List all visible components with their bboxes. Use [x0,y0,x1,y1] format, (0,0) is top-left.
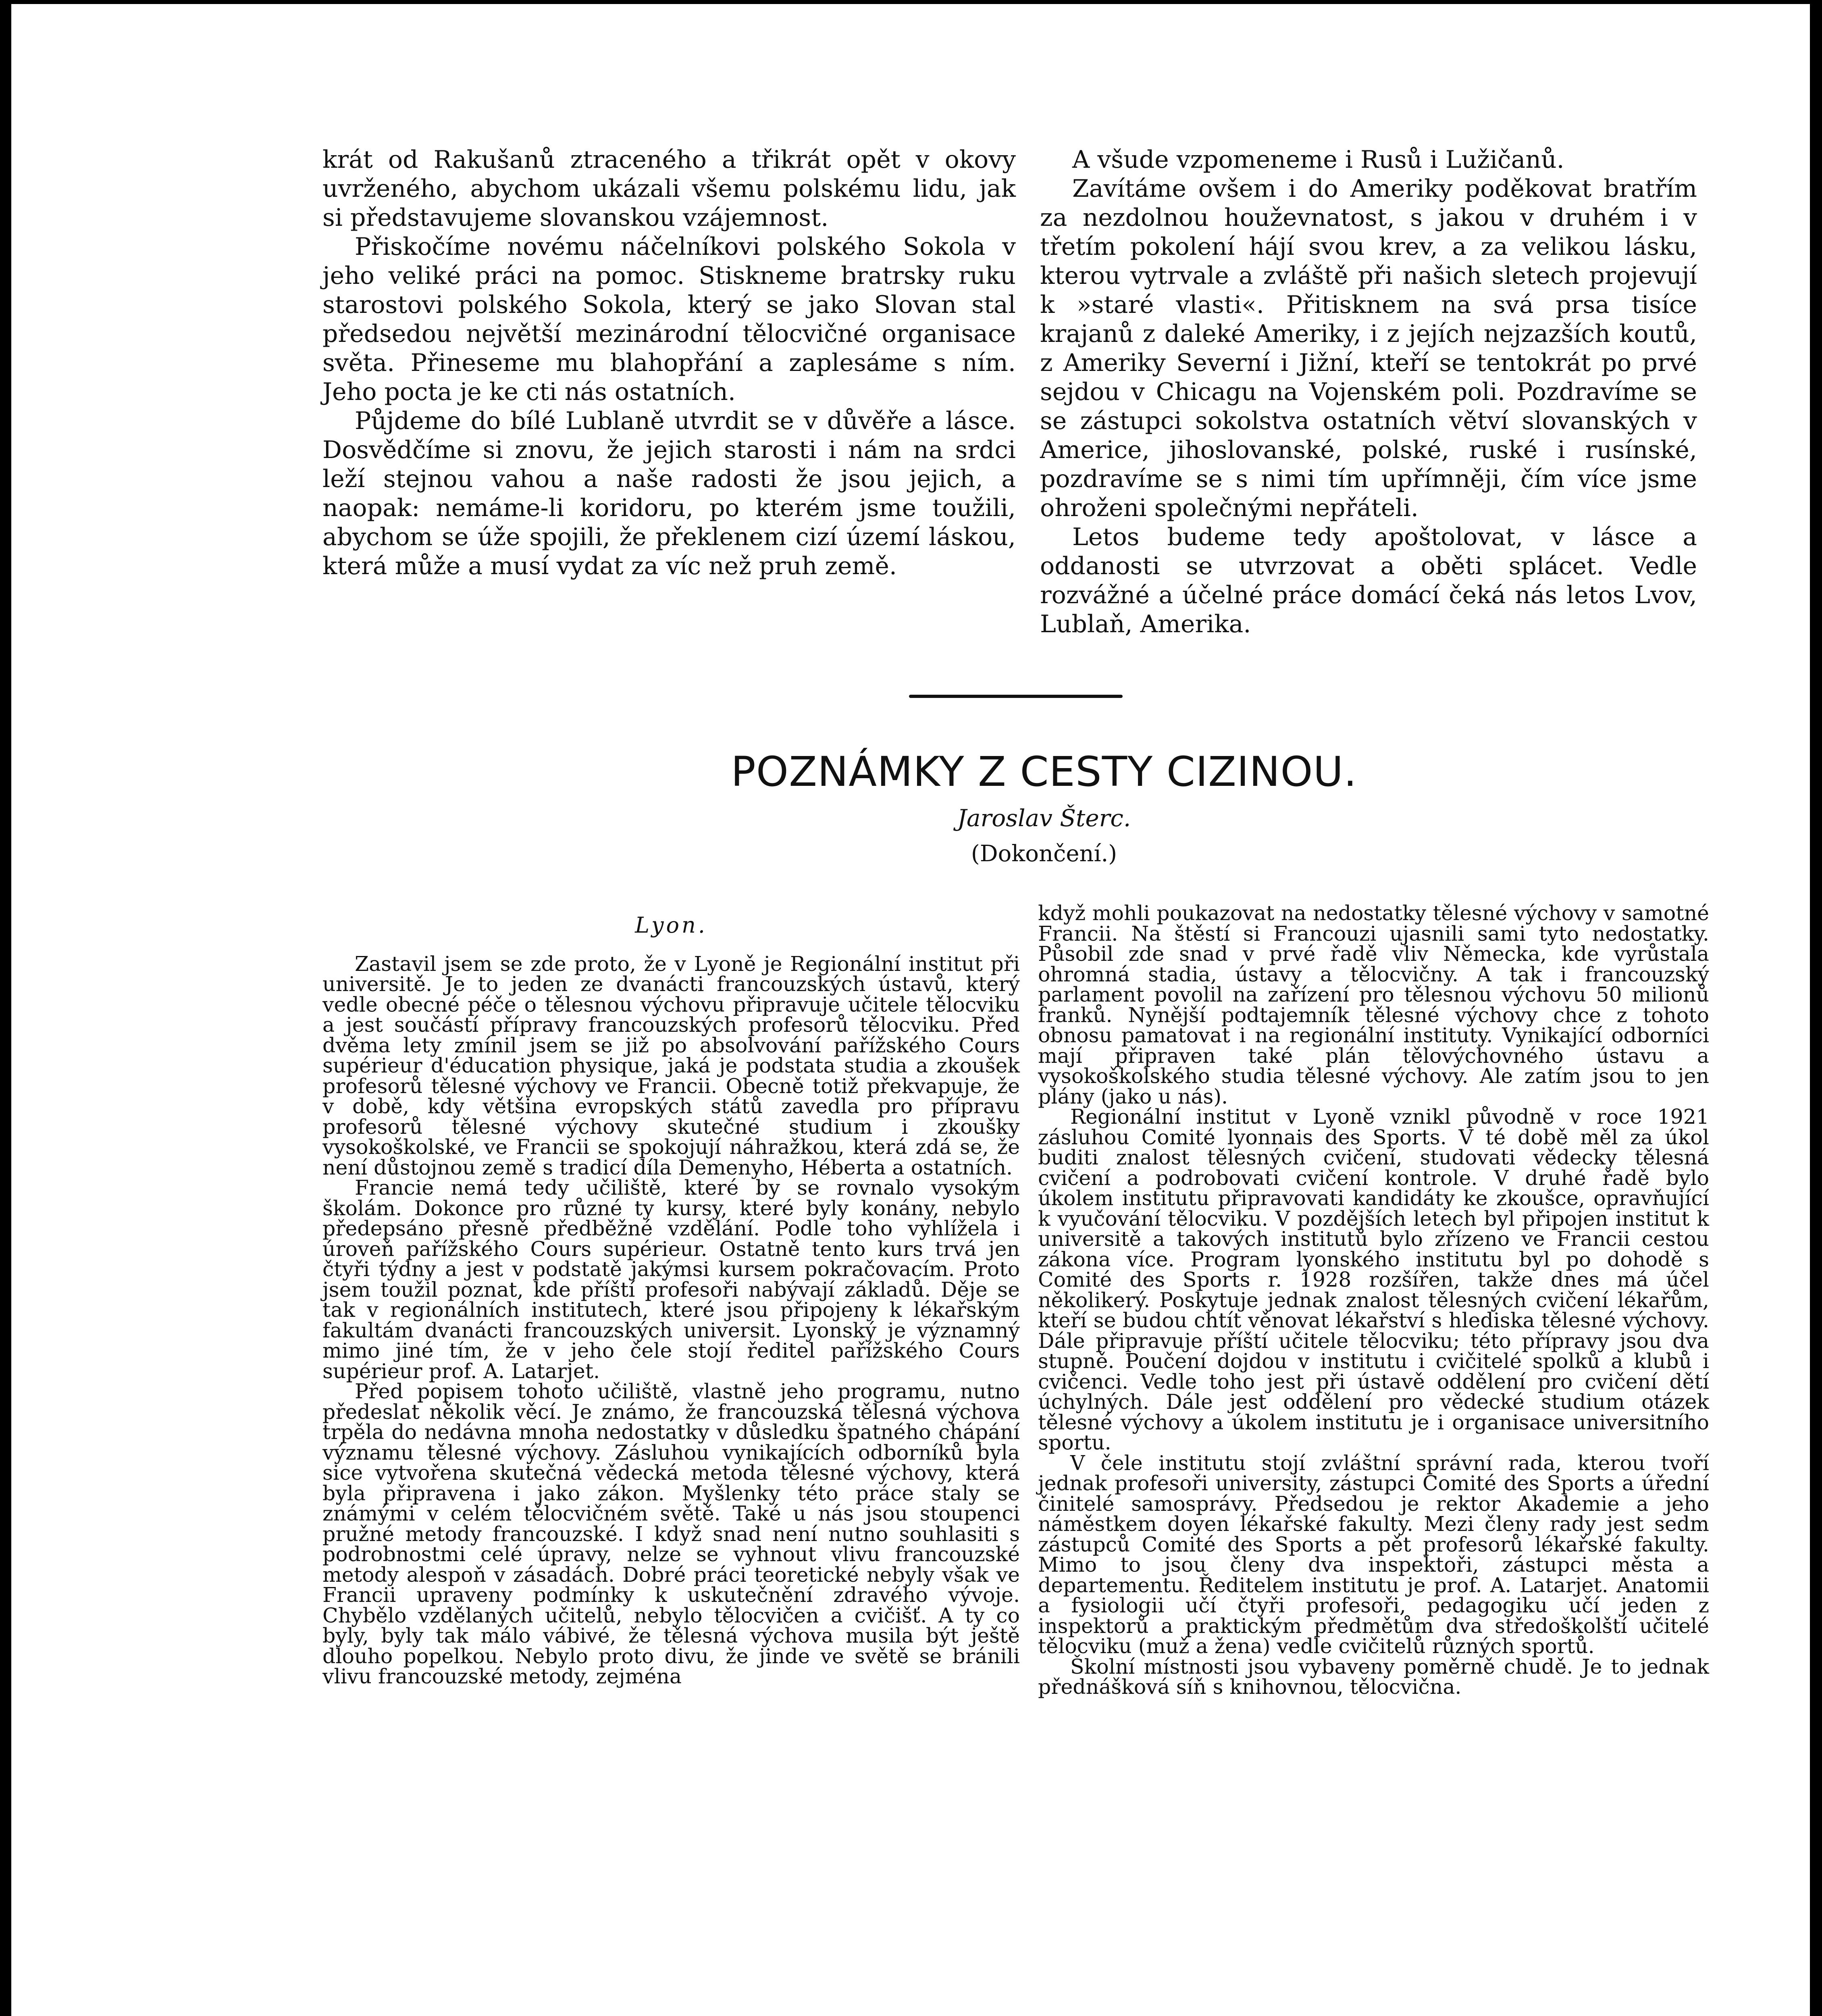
article-left-column [322,912,1020,1688]
paragraph: Francie nemá tedy učiliště, které by se rovnalo vysokým školám. Dokonce pro různé ty kursy, které byly konány, nebylo předepsáno přesně předběžné vzdělání. Podle toho vyhlížela i úroveň pařížského Cours supérieur. Ostatně tento kurs trvá jen čtyři týdny a jest v podstatě jakýmsi kursem pokračovacím. Proto jsem toužil poznat, kde příští profesoři nabývají základů. Děje se tak v regionálních institutech, které jsou připojeny k lékařským fakultám dvanácti francouzských universit. Lyonský je významný mimo jiné tím, že v jeho čele stojí ředitel pařížského Cours supérieur prof. A. Latarjet. [322,1176,1020,1383]
paragraph: Půjdeme do bílé Lublaně utvrdit se v důvěře a lásce. Dosvědčíme si znovu, že jejich starosti i nám na srdci leží stejnou vahou a naše radosti že jsou jejich, a naopak: nemáme-li koridoru, po kterém jsme toužili, abychom se úže spojili, že překlenem cizí území láskou, která může a musí vydat za víc než pruh země. [322,407,1016,580]
scan-border-right [1810,0,1822,2016]
paragraph: když mohli poukazovat na nedostatky tělesné výchovy v samotné Francii. Na štěstí si Francouzi ujasnili sami tyto nedostatky. Působil zde snad v prvé řadě vliv Německa, kde vyrůstala ohromná stadia, ústavy a tělocvičny. A tak i francouzský parlament povolil na zařízení pro tělesnou výchovu 50 milionů franků. Nynější podtajemník tělesné výchovy chce z tohoto obnosu pamatovat i na regionální instituty. Vynikající odborníci mají připraven také plán tělovýchovného ústavu a vysokoškolského studia tělesné výchovy. Ale zatím jsou to jen plány (jako u nás). [1038,901,1709,1108]
paragraph: A všude vzpomeneme i Rusů i Lužičanů. [1072,146,1564,174]
paragraph: krát od Rakušanů ztraceného a třikrát opět v okovy uvrženého, abychom ukázali všemu polskému lidu, jak si představujeme slovanskou vzájemnost. [322,146,1016,232]
paragraph: Zavítáme ovšem i do Ameriky poděkovat bratřím za nezdolnou houževnatost, s jakou v druhém i v třetím pokolení hájí svou krev, a za velikou lásku, kterou vytrvale a zvláště při našich sletech projevují k »staré vlasti«. Přitisknem na svá prsa tisíce krajanů z daleké Ameriky, i z jejích nejzazších koutů, z Ameriky Severní i Jižní, kteří se tentokrát po prvé sejdou v Chicagu na Vojenském poli. Pozdravíme se se zástupci sokolstva ostatních větví slovanských v Americe, jihoslovanské, polské, ruské i rusínské, pozdravíme se s nimi tím upřímněji, čím více jsme ohroženi společnými nepřáteli. [1040,175,1697,522]
paragraph: Letos budeme tedy apoštolovat, v lásce a oddanosti se utvrzovat a oběti splácet. Vedle rozvážné a účelné práce domácí čeká nás letos Lvov, Lublaň, Amerika. [1040,523,1697,638]
paragraph: Regionální institut v Lyoně vznikl původně v roce 1921 zásluhou Comité lyonnais des Sports. V té době měl za úkol buditi znalost tělesných cvičení, studovati vědecky tělesná cvičení a podrobovati cvičení kontrole. V druhé řadě bylo úkolem institutu připravovati kandidáty ke zkoušce, opravňující k vyučování tělocviku. V pozdějších letech byl připojen institut k universitě a takových institutů bylo zřízeno ve Francii cestou zákona více. Program lyonského institutu byl po dohodě s Comité des Sports r. 1928 rozšířen, takže dnes má účel několikerý. Poskytuje jednak znalost tělesných cvičení lékařům, kteří se budou chtít věnovat lékařství s hlediska tělesné výchovy. Dále připravuje příští učitele tělocviku; této přípravy jsou dva stupně. Poučení dojdou v institutu i cvičitelé spolků a klubů i cvičenci. Vedle toho jest při ústavě oddělení pro cvičení dětí úchylných. Dále jest oddělení pro vědecké studium otázek tělesné výchovy a úkolem institutu je i organisace universitního sportu. [1038,1105,1709,1454]
article-subtitle: (Dokončení.) [971,841,1117,867]
top-right-column [1040,145,1697,639]
paragraph: Školní místnosti jsou vybaveny poměrně chudě. Je to jednak přednášková síň s knihovnou, tělocvična. [1038,1654,1709,1699]
paragraph: Přiskočíme novému náčelníkovi polského Sokola v jeho veliké práci na pomoc. Stiskneme bratrsky ruku starostovi polského Sokola, který se jako Slovan stal předsedou největší mezinárodní tělocvičné organisace světa. Přineseme mu blahopřání a zaplesáme s ním. Jeho pocta je ke cti nás ostatních. [322,233,1016,406]
scan-border-top [0,0,1822,4]
paragraph: V čele institutu stojí zvláštní správní rada, kterou tvoří jednak profesoři university, zástupci Comité des Sports a úřední činitelé samosprávy. Předsedou je rektor Akademie a jeho náměstkem doyen lékařské fakulty. Mezi členy rady jest sedm zástupců Comité des Sports a pět profesorů lékařské fakulty. Mimo to jsou členy dva inspektoři, zástupci města a departementu. Ředitelem institutu je prof. A. Latarjet. Anatomii a fysiologii učí čtyři profesoři, pedagogiku učí jeden z inspektorů a praktickým předmětům dva středoškolští učitelé tělocviku (muž a žena) vedle cvičitelů různých sportů. [1038,1451,1709,1658]
top-left-column [322,145,1016,581]
section-heading: Lyon. [635,912,707,938]
paragraph: Zastavil jsem se zde proto, že v Lyoně je Regionální institut při universitě. Je to jeden ze dvanácti francouzských ústavů, který vedle obecné péče o tělesnou výchovu připravuje učitele tělocviku a jest součástí přípravy francouzských profesorů tělocviku. Před dvěma lety zmínil jsem se již po absolvování pařížského Cours supérieur d'éducation physique, jaká je podstata studia a zkoušek profesorů tělesné výchovy ve Francii. Obecně totiž překvapuje, že v době, kdy většina evropských států zavedla pro přípravu profesorů tělesné výchovy skutečné studium i zkoušky vysokoškolské, ve Francii se spokojují náhražkou, která zdá se, že není důstojnou země s tradicí díla Demenyho, Héberta a ostatních. [322,952,1020,1179]
scan-border-left [0,0,11,2016]
article-author: Jaroslav Šterc. [957,804,1131,832]
paragraph: Před popisem tohoto učiliště, vlastně jeho programu, nutno předeslat několik věcí. Je známo, že francouzská tělesná výchova trpěla do nedávna mnoha nedostatky v důsledku špatného chápání významu tělesné výchovy. Zásluhou vynikajících odborníků byla sice vytvořena skutečná vědecká metoda tělesné výchovy, která byla připravena i jako zákon. Myšlenky této práce staly se známými v celém tělocvičném světě. Také u nás jsou stoupenci pružné metody francouzské. I když snad není nutno souhlasiti s podrobnostmi celé úpravy, nelze se vyhnout vlivu francouzské metody alespoň v zásadách. Dobré práci teoretické nebyly však ve Francii upraveny podmínky k uskutečnění zdravého vývoje. Chybělo vzdělaných učitelů, nebylo tělocvičen a cvičišť. A ty co byly, byly tak málo vábivé, že tělesná výchova musila být ještě dlouho popelkou. Nebylo proto divu, že jinde ve světě se bránili vlivu francouzské metody, zejména [322,1379,1020,1688]
article-title: POZNÁMKY Z CESTY CIZINOU. [731,748,1357,796]
article-right-column [1038,903,1709,1697]
section-divider [909,695,1123,698]
